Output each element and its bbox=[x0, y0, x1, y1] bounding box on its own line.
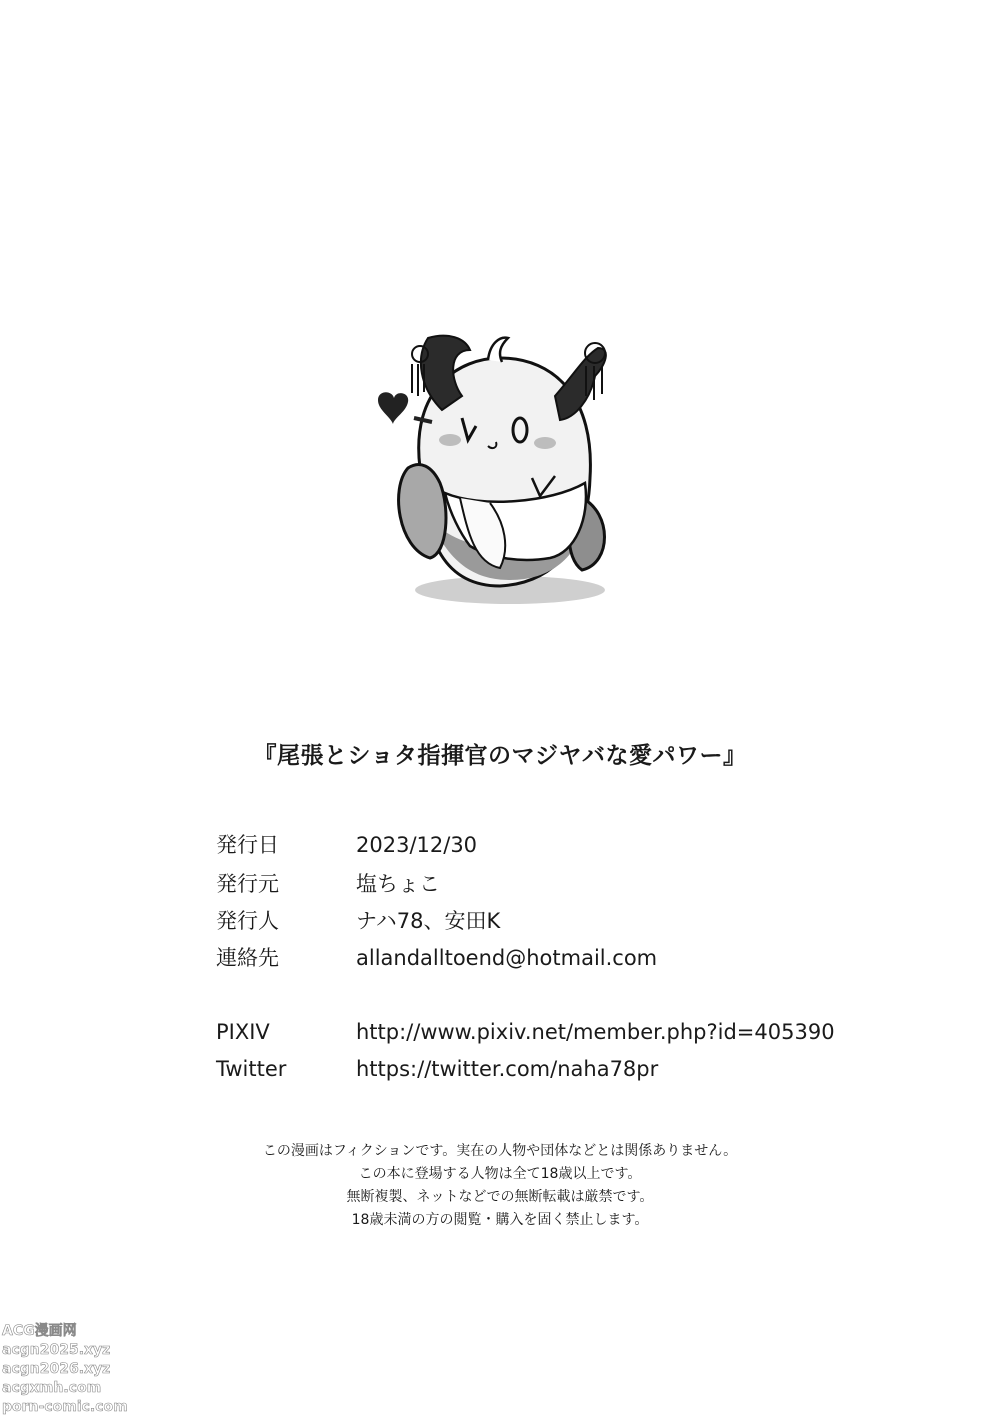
contact-label: 連絡先 bbox=[216, 946, 279, 970]
notice-age: この本に登場する人物は全て18歳以上です。 bbox=[358, 1166, 642, 1182]
watermark-line: acgxmh.com bbox=[2, 1380, 102, 1396]
legal-notices bbox=[0, 1140, 1000, 1232]
watermark-line: ACG漫画网 bbox=[2, 1323, 77, 1339]
notice-minors: 18歳未満の方の閲覧・購入を固く禁止します。 bbox=[351, 1212, 649, 1228]
notice-fiction: この漫画はフィクションです。実在の人物や団体などとは関係ありません。 bbox=[262, 1143, 738, 1159]
mascot-illustration bbox=[350, 318, 650, 618]
watermark-line: acgn2026.xyz bbox=[2, 1361, 111, 1377]
publisher-label: 発行元 bbox=[216, 872, 279, 896]
notice-copy: 無断複製、ネットなどでの無断転載は厳禁です。 bbox=[346, 1189, 654, 1205]
book-title: 『尾張とショタ指揮官のマジヤバな愛パワー』 bbox=[253, 743, 747, 769]
watermark-line: acgn2025.xyz bbox=[2, 1342, 111, 1358]
publisher-value: 塩ちょこ bbox=[356, 872, 440, 896]
twitter-label: Twitter bbox=[216, 1057, 287, 1081]
pixiv-link[interactable]: http://www.pixiv.net/member.php?id=405390 bbox=[356, 1020, 835, 1044]
contact-email[interactable]: allandalltoend@hotmail.com bbox=[356, 946, 658, 970]
site-watermark bbox=[2, 1322, 132, 1417]
release-date-value: 2023/12/30 bbox=[356, 833, 478, 857]
release-date-label: 発行日 bbox=[216, 833, 279, 857]
issuer-value: ナハ78、安田K bbox=[356, 909, 501, 933]
issuer-label: 発行人 bbox=[216, 909, 279, 933]
twitter-link[interactable]: https://twitter.com/naha78pr bbox=[356, 1057, 659, 1081]
watermark-line: porn-comic.com bbox=[2, 1399, 128, 1415]
pixiv-label: PIXIV bbox=[216, 1020, 270, 1044]
